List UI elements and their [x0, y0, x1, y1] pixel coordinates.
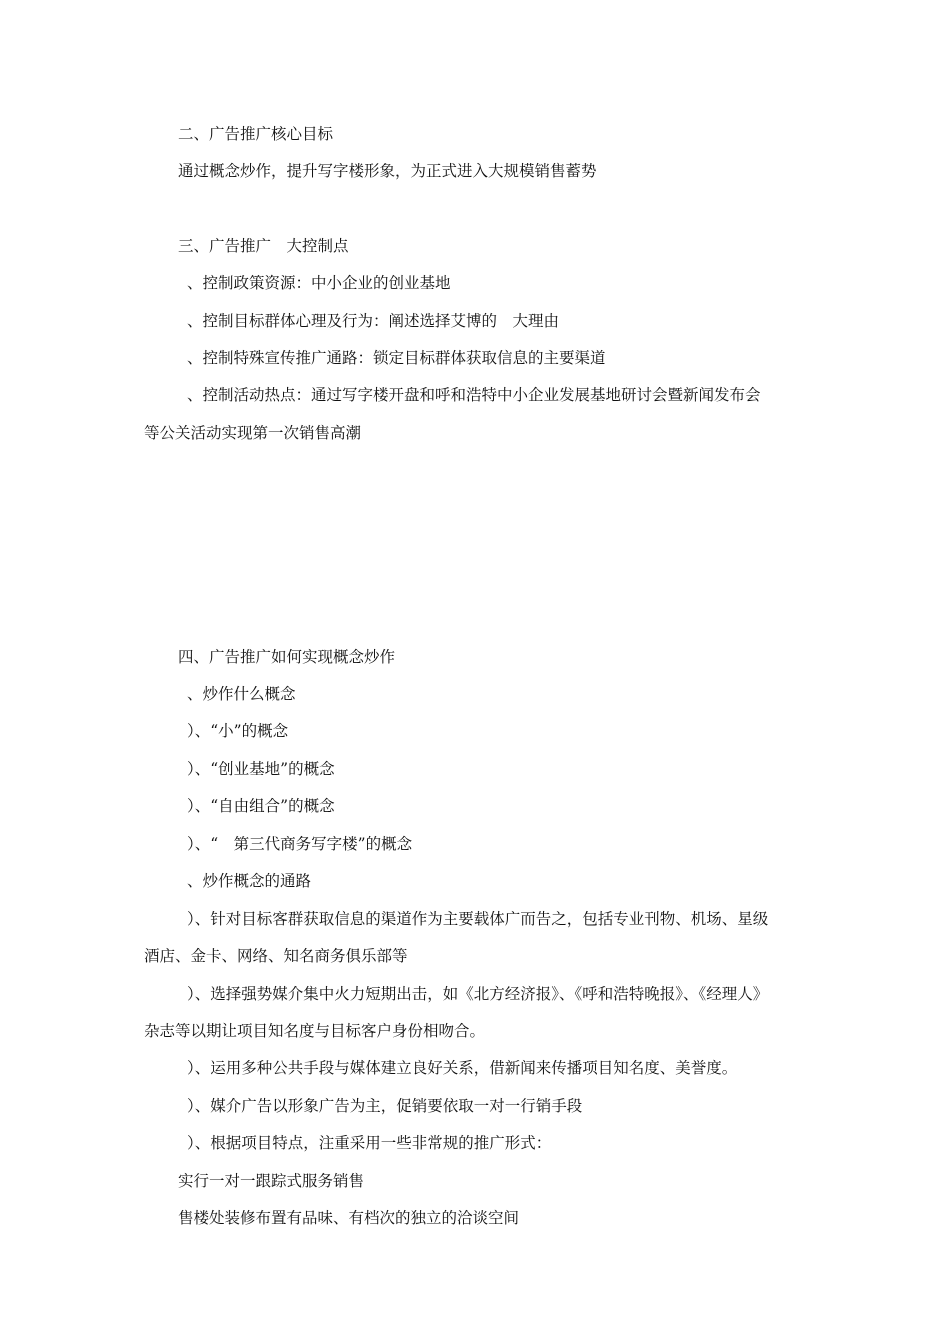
concept-item-1: ）、“小”的概念: [187, 722, 289, 740]
concept-item-3: ）、“自由组合”的概念: [187, 797, 335, 815]
channel-paragraph-4: ）、媒介广告以形象广告为主，促销要依取一对一行销手段: [187, 1097, 583, 1115]
channel-paragraph-1-continued: 酒店、金卡、网络、知名商务俱乐部等: [144, 947, 408, 965]
section3-item-3: 、控制特殊宣传推广通路：锁定目标群体获取信息的主要渠道: [187, 349, 606, 367]
channel-paragraph-2-continued: 杂志等以期让项目知名度与目标客户身份相吻合。: [144, 1022, 486, 1040]
section3-heading: 三、广告推广 大控制点: [178, 237, 349, 255]
section3-item-2: 、控制目标群体心理及行为：阐述选择艾博的 大理由: [187, 312, 560, 330]
section3-item-4: 、控制活动热点：通过写字楼开盘和呼和浩特中小企业发展基地研讨会暨新闻发布会: [187, 386, 761, 404]
section3-item-4-continued: 等公关活动实现第一次销售高潮: [144, 424, 362, 442]
concept-item-4: ）、“ 第三代商务写字楼”的概念: [187, 835, 413, 853]
channel-paragraph-2: ）、选择强势媒介集中火力短期出击，如《北方经济报》、《呼和浩特晚报》、《经理人》: [187, 985, 769, 1003]
channel-paragraph-5: ）、根据项目特点，注重采用一些非常规的推广形式：: [187, 1134, 552, 1152]
section4-heading: 四、广告推广如何实现概念炒作: [178, 648, 396, 666]
section2-heading: 二、广告推广核心目标: [178, 125, 334, 143]
section2-text: 通过概念炒作，提升写字楼形象，为正式进入大规模销售蓄势: [178, 162, 597, 180]
promotion-form-2: 售楼处装修布置有品味、有档次的独立的洽谈空间: [178, 1209, 520, 1227]
channel-paragraph-3: ）、运用多种公共手段与媒体建立良好关系，借新闻来传播项目知名度、美誉度。: [187, 1059, 738, 1077]
concept-item-2: ）、“创业基地”的概念: [187, 760, 335, 778]
section4-sub1: 、炒作什么概念: [187, 685, 296, 703]
section4-sub2: 、炒作概念的通路: [187, 872, 312, 890]
section3-item-1: 、控制政策资源：中小企业的创业基地: [187, 274, 451, 292]
promotion-form-1: 实行一对一跟踪式服务销售: [178, 1172, 365, 1190]
channel-paragraph-1: ）、针对目标客群获取信息的渠道作为主要载体广而告之，包括专业刊物、机场、星级: [187, 910, 769, 928]
